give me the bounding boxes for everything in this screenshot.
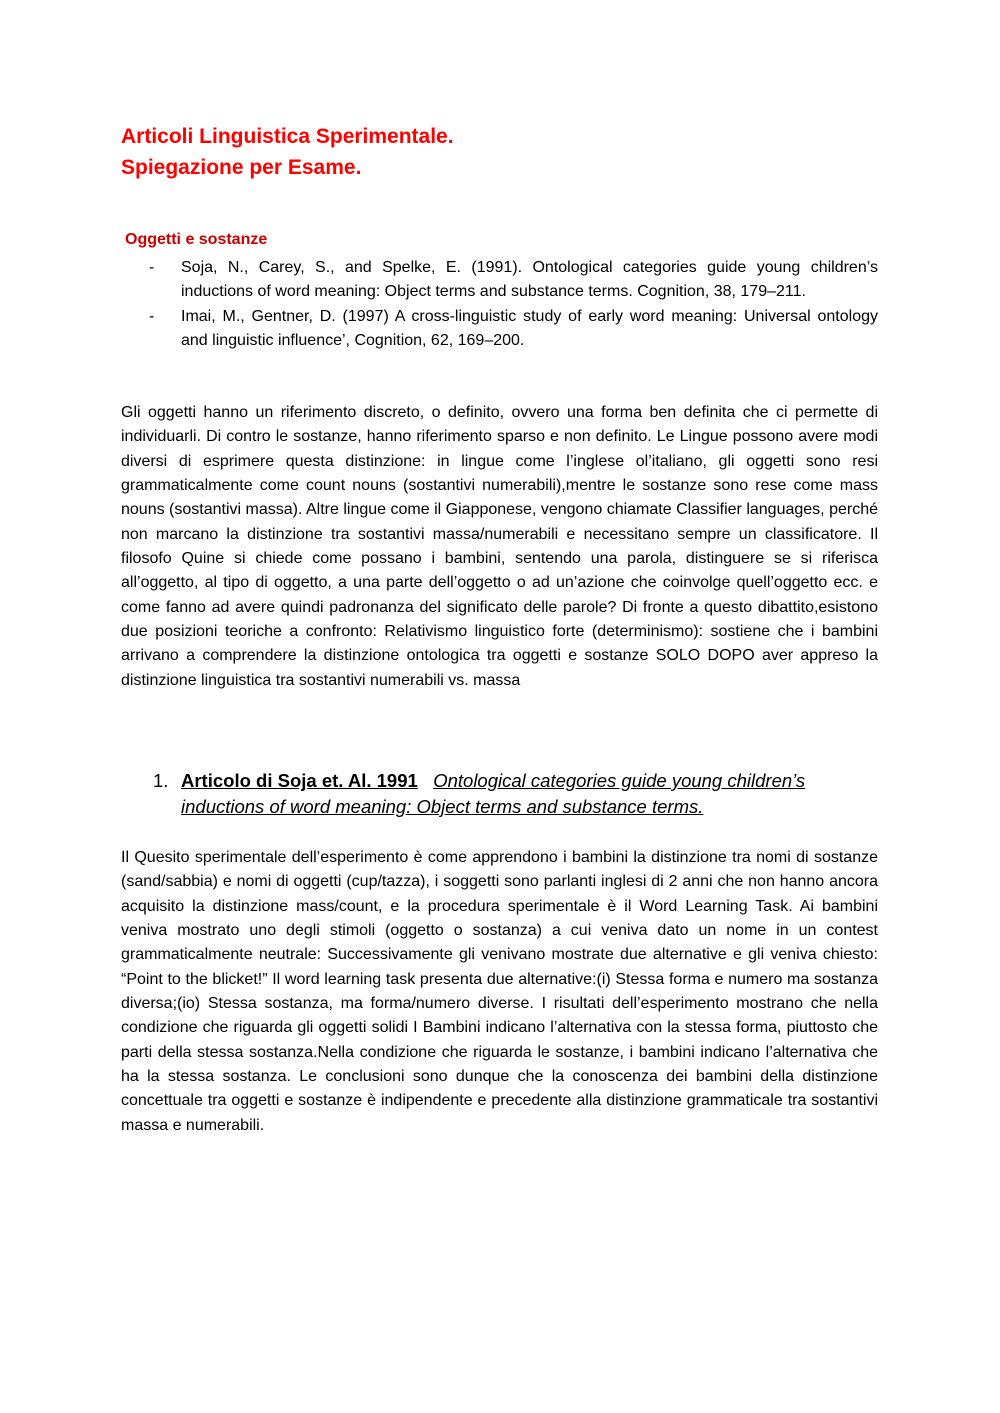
reference-text: Imai, M., Gentner, D. (1997) A cross-linguistic study of early word meaning: Universal ontology and linguistic influence’, Cognition, 62, 169–200. [181,307,878,350]
article-heading-bold: Articolo di Soja et. Al. 1991 [181,770,418,791]
bullet-dash: - [149,259,155,276]
title-line-1: Articoli Linguistica Sperimentale. [121,125,454,148]
reference-text: Soja, N., Carey, S., and Spelke, E. (1991). Ontological categories guide young children’s inductions of word meaning: Object terms and substance terms. Cognition, 38, 179–211. [181,259,878,301]
article-number: 1. [153,770,169,791]
reference-item [121,305,878,354]
body-paragraph-2: Il Quesito sperimentale dell’esperimento è come apprendono i bambini la distinzione tra nomi di sostanze (sand/sabbia) e nomi di oggetti (cup/tazza), i soggetti sono parlanti inglesi di 2 anni che non hanno ancora acquisito la distinzione mass/count, e la procedura sperimentale è il Word Learning Task. Ai bambini veniva mostrato uno degli stimoli (oggetto o sostanza) a cui veniva dato un nome in un contest grammaticalmente neutrale: Successivamente gli venivano mostrate due alternative e gli veniva chiesto: “Point to the blicket!” Il word learning task presenta due alternative:(i) Stessa forma e numero ma sostanza diversa;(io) Stessa sostanza, ma forma/numero diverse. I risultati dell’esperimento mostrano che nella condizione che riguarda gli oggetti solidi I Bambini indicano l’alternativa con la stessa forma, piuttosto che parti della stessa sostanza.Nella condizione che riguarda le sostanze, i bambini indicano l’alternativa che ha la stessa sostanza. Le conclusioni sono dunque che la conoscenza dei bambini della distinzione concettuale tra oggetti e sostanze è indipendente e precedente alla distinzione grammaticale tra sostantivi massa e numerabili. [121,849,878,1134]
reference-item [121,256,878,305]
reference-list [121,256,878,354]
body-paragraph-1: Gli oggetti hanno un riferimento discreto, o definito, ovvero una forma ben definita che ci permette di individuarli. Di contro le sostanze, hanno riferimento sparso e non definito. Le Lingue possono avere modi diversi di esprimere questa distinzione: in lingue come l’inglese ol’italiano, gli oggetti sono resi grammaticalmente come count nouns (sostantivi numerabili),mentre le sostanze sono rese come mass nouns (sostantivi massa). Altre lingue come il Giapponese, vengono chiamate Classifier languages, perché non marcano la distinzione tra sostantivi massa/numerabili e necessitano sempre un classificatore. Il filosofo Quine si chiede come possano i bambini, sentendo una parola, distinguere se si riferisca all’oggetto, al tipo di oggetto, a una parte dell’oggetto o ad un’azione che coinvolge quell’oggetto ecc. e come fanno ad avere quindi padronanza del significato delle parole? Di fronte a questo dibattito,esistono due posizioni teoriche a confronto: Relativismo linguistico forte (determinismo): sostiene che i bambini arrivano a comprendere la distinzione ontologica tra oggetti e sostanze SOLO DOPO aver appreso la distinzione linguistica tra sostantivi numerabili vs. massa [121,404,878,689]
bullet-dash: - [149,307,155,325]
section-heading: Oggetti e sostanze [125,231,268,248]
article-heading-italic: Ontological categories guide young children’s inductions of word meaning: Object terms and substance terms. [181,770,806,817]
title-line-2: Spiegazione per Esame. [121,156,362,179]
article-heading-text [181,768,878,820]
document-title [121,121,454,183]
